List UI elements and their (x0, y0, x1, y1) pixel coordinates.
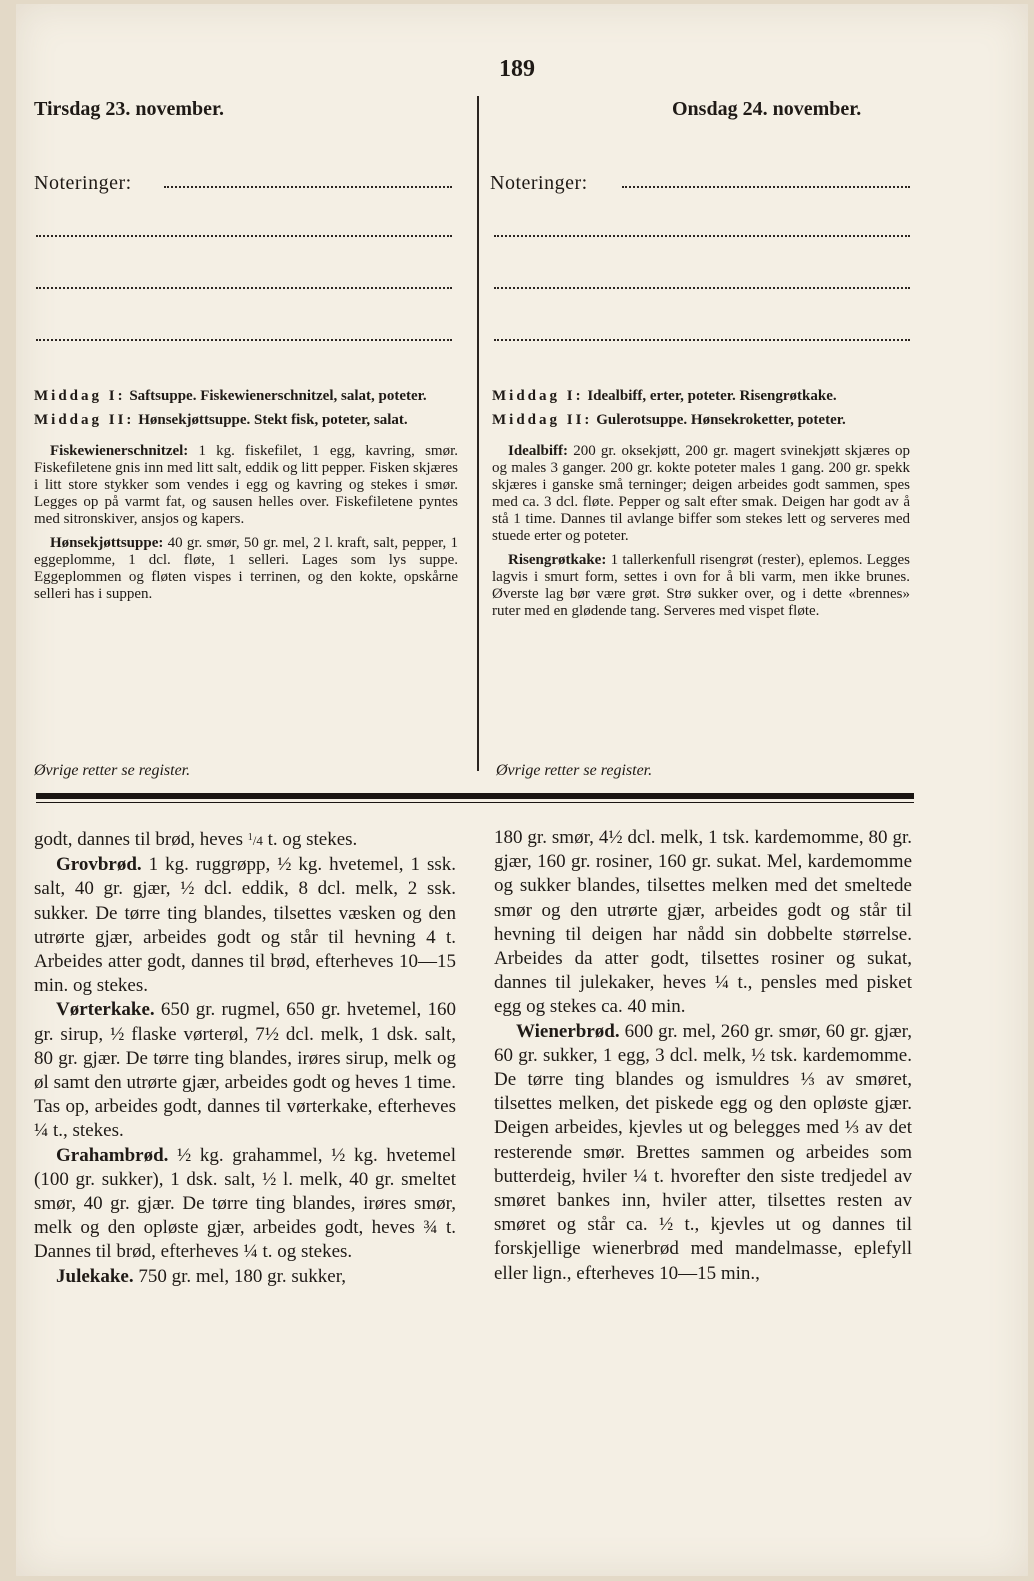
right-menu1-label: Middag I: (492, 388, 584, 404)
p1-text-a: godt, dannes til brød, heves (34, 829, 248, 850)
left-recipe2 (34, 535, 458, 603)
column-divider (477, 96, 479, 771)
left-menu2 (34, 412, 458, 429)
bottom-right-p1: 180 gr. smør, 4½ dcl. melk, 1 tsk. kardemomme, 80 gr. gjær, 160 gr. rosiner, 160 gr. sukat. Mel, kardemomme og sukker blandes, tilsettes melken med det smeltede smør og den utrørte gjær, arbeides godt og står til hevning til deigen har nådd sin dobbelte størrelse. Arbeides da atter godt, tilsettes rosiner og sukat, dannes til julekaker, heves ¼ t., pensles med pisket egg og stekes ca. 40 min. (494, 827, 912, 1018)
left-menu1-text: Saftsuppe. Fiskewienerschnitzel, salat, poteter. (129, 388, 427, 404)
left-menu1 (34, 388, 458, 405)
right-menu1 (492, 388, 910, 405)
fraction-num: 1 (247, 832, 253, 843)
right-menu2-text: Gulerotsuppe. Hønsekroketter, poteter. (596, 412, 846, 428)
left-recipe2-text: 40 gr. smør, 50 gr. mel, 2 l. kraft, salt, pepper, 1 eggeplomme, 1 dcl. fløte, 1 selleri. Lages som lys suppe. Eggeplommen og fløten vispes i terrinen, og den kokte, opskårne selleri has i suppen. (34, 535, 459, 602)
recipe-julekake (34, 1265, 456, 1289)
left-date-heading: Tirsdag 23. november. (34, 98, 225, 120)
section-rule-thin (36, 802, 914, 803)
recipe-vorterkake-title: Vørterkake. (56, 999, 155, 1021)
right-recipe2-title: Risengrøtkake: (508, 552, 607, 568)
bottom-left-p1 (34, 826, 456, 853)
right-other-dishes: Øvrige retter se register. (496, 762, 653, 779)
recipe-wienerbrod-text: 600 gr. mel, 260 gr. smør, 60 gr. gjær, 60 gr. sukker, 1 egg, 3 dcl. melk, ½ tsk. kardemomme. De tørre ting blandes og ismuldres ⅓ av smøret, tilsettes melken, det piskede egg og den opløste gjær. Deigen arbeides, kjevles ut og belegges med ⅓ av det resterende smør. Brettes sammen og arbeides som butterdeig, hviler ¼ t. hvorefter den siste tredjedel av smøret bankes inn, hviler atter, tilsettes resten av smøret og står ca. ½ t., kjevles ut og dannes til forskjellige wienerbrød med mandelmasse, eplefyll eller lign., efterheves 10—15 min., (494, 1020, 912, 1284)
recipe-grovbrod-text: 1 kg. ruggrøpp, ½ kg. hvetemel, 1 ssk. salt, 40 gr. gjær, ½ dcl. eddik, 8 dcl. melk, 2 ssk. sukker. De tørre ting blandes, tilsettes væsken og den utrørte gjær, arbeides godt og står til hevning 4 t. Arbeides atter godt, dannes til brød, efterheves 10—15 min. og stekes. (34, 854, 456, 997)
right-date-heading: Onsdag 24. november. (672, 98, 862, 120)
left-notes-line[interactable] (36, 287, 452, 289)
left-recipe1-text: 1 kg. fiskefilet, 1 egg, kavring, smør. Fiskefiletene gnis inn med litt salt, eddik og litt pepper. Fisken skjæres i litt store stykker som vendes i egg og kavring og stekes i smør. Legges op på varmt fat, og sausen helles over. Fiskefiletene pyntes med sitronskiver, ansjos og kapers. (34, 443, 458, 527)
page-number: 189 (499, 56, 535, 82)
left-menu2-text: Hønsekjøttsuppe. Stekt fisk, poteter, salat. (138, 412, 408, 428)
p1-text-b: t. og stekes. (262, 829, 358, 850)
right-notes-line[interactable] (494, 287, 910, 289)
recipe-julekake-text: 750 gr. mel, 180 gr. sukker, (133, 1265, 347, 1287)
left-notes (34, 172, 132, 195)
bottom-right-column (494, 826, 912, 1286)
left-recipe2-title: Hønsekjøttsuppe: (50, 535, 164, 551)
right-recipe2 (492, 552, 910, 620)
right-menu (492, 388, 910, 627)
left-menu1-label: Middag I: (34, 388, 126, 404)
recipe-grahambrod-text: ½ kg. grahammel, ½ kg. hvetemel (100 gr. sukker), 1 dsk. salt, ½ l. melk, 40 gr. smeltet smør, 40 gr. gjær. De tørre ting blandes, irøres smør, melk og den opløste gjær, arbeides godt, heves ¾ t. Dannes til brød, efterheves ¼ t. og stekes. (34, 1144, 456, 1263)
left-recipe1-title: Fiskewienerschnitzel: (50, 443, 189, 459)
right-recipe2-text: 1 tallerkenfull risengrøt (rester), eplemos. Legges lagvis i smurt form, settes i ovn for å bli varm, men ikke brunes. Øverste lag bør være grøt. Strø sukker over, og i dette «brennes» ruter med en glødende tang. Serveres med vispet fløte. (492, 552, 911, 619)
section-rule (36, 793, 914, 799)
page (16, 4, 1028, 1576)
recipe-vorterkake (34, 998, 456, 1143)
right-recipe1-text: 200 gr. oksekjøtt, 200 gr. magert svinekjøtt skjæres op og males 3 ganger. 200 gr. kokte poteter males 1 gang. 200 gr. spekk skjæres i ganske små terninger; deigen arbeides godt sammen, spes med ca. 3 dcl. fløte. Pepper og salt efter smak. Deigen har godt av å stå 1 time. Dannes til avlange biffer som stekes lett og serveres med stuede erter og poteter. (492, 443, 910, 544)
left-menu (34, 388, 458, 610)
right-notes-label: Noteringer: (490, 172, 588, 194)
left-recipe1 (34, 443, 458, 528)
recipe-wienerbrod (494, 1020, 912, 1286)
recipe-grovbrod-title: Grovbrød. (56, 854, 142, 876)
recipe-grahambrod-title: Grahambrød. (56, 1144, 169, 1166)
right-notes-line[interactable] (494, 235, 910, 237)
recipe-grovbrod (34, 853, 456, 998)
recipe-wienerbrod-title: Wienerbrød. (516, 1020, 620, 1042)
left-menu2-label: Middag II: (34, 412, 135, 428)
left-notes-line[interactable] (164, 186, 452, 188)
left-other-dishes: Øvrige retter se register. (34, 762, 191, 779)
recipe-julekake-title: Julekake. (56, 1265, 134, 1287)
right-notes-line[interactable] (622, 186, 910, 188)
fraction-den: /4 (252, 833, 263, 848)
recipe-grahambrod (34, 1144, 456, 1265)
left-notes-line[interactable] (36, 235, 452, 237)
right-menu2-label: Middag II: (492, 412, 593, 428)
right-recipe1 (492, 443, 910, 545)
right-notes (490, 172, 588, 195)
right-recipe1-title: Idealbiff: (508, 443, 568, 459)
recipe-vorterkake-text: 650 gr. rugmel, 650 gr. hvetemel, 160 gr. sirup, ½ flaske vørterøl, 7½ dcl. melk, 1 dsk. salt, 80 gr. gjær. De tørre ting blandes, irøres sirup, melk og øl samt den utrørte gjær, arbeides godt og heves 1 time. Tas op, arbeides godt, dannes til vørterkake, efterheves ¼ t., stekes. (34, 999, 456, 1142)
right-menu1-text: Idealbiff, erter, poteter. Risengrøtkake. (587, 388, 837, 404)
bottom-left-column (34, 826, 456, 1289)
right-notes-line[interactable] (494, 339, 910, 341)
left-notes-line[interactable] (36, 339, 452, 341)
right-menu2 (492, 412, 910, 429)
left-notes-label: Noteringer: (34, 172, 132, 194)
